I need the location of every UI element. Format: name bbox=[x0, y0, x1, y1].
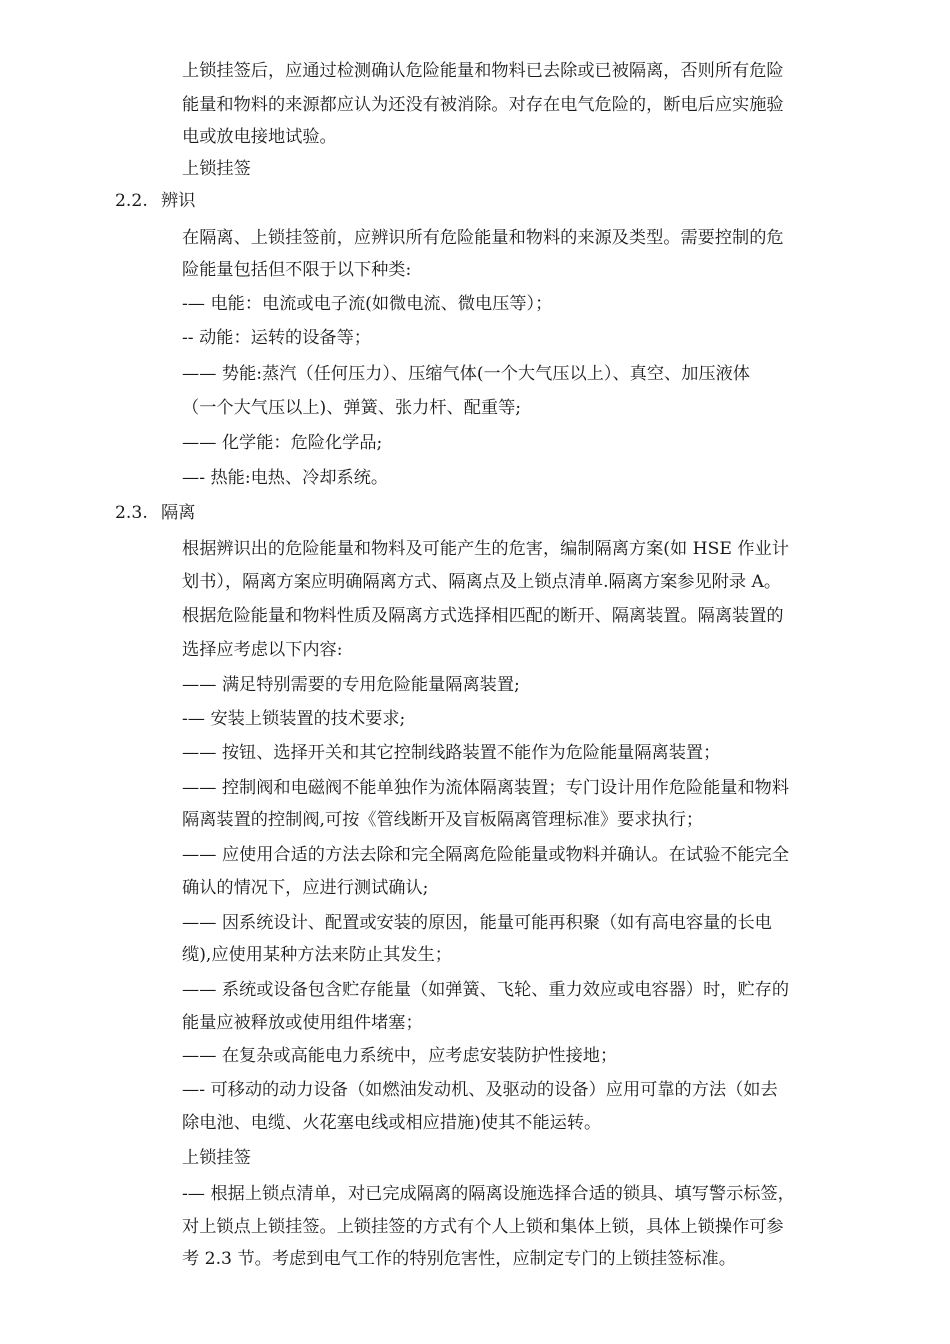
paragraph-line: 在隔离、上锁挂签前，应辨识所有危险能量和物料的来源及类型。需要控制的危 bbox=[182, 228, 784, 248]
list-item: —— 控制阀和电磁阀不能单独作为流体隔离装置；专门设计用作危险能量和物料 bbox=[182, 778, 790, 798]
list-item-continuation: 隔离装置的控制阀,可按《管线断开及盲板隔离管理标准》要求执行； bbox=[182, 810, 704, 830]
list-item: —— 化学能：危险化学品; bbox=[182, 433, 383, 453]
list-item: —— 按钮、选择开关和其它控制线路装置不能作为危险能量隔离装置； bbox=[182, 743, 721, 763]
list-item-continuation: 缆),应使用某种方法来防止其发生； bbox=[182, 945, 452, 965]
list-item-continuation: 确认的情况下，应进行测试确认; bbox=[182, 878, 429, 898]
list-item-continuation: 除电池、电缆、火花塞电线或相应措施)使其不能运转。 bbox=[182, 1113, 602, 1133]
list-item-continuation: 考 2.3 节。考虑到电气工作的特别危害性，应制定专门的上锁挂签标准。 bbox=[182, 1249, 736, 1269]
paragraph-line: 上锁挂签后，应通过检测确认危险能量和物料已去除或已被隔离，否则所有危险 bbox=[182, 61, 784, 81]
subheading: 上锁挂签 bbox=[182, 159, 251, 179]
list-item: —— 在复杂或高能电力系统中，应考虑安装防护性接地； bbox=[182, 1046, 618, 1066]
list-item: -- 动能：运转的设备等； bbox=[182, 328, 371, 348]
paragraph-line: 根据危险能量和物料性质及隔离方式选择相匹配的断开、隔离装置。隔离装置的 bbox=[182, 606, 784, 626]
list-item: —— 应使用合适的方法去除和完全隔离危险能量或物料并确认。在试验不能完全 bbox=[182, 845, 790, 865]
list-item-continuation: （一个大气压以上)、弹簧、张力杆、配重等; bbox=[182, 398, 522, 418]
paragraph-line: 电或放电接地试验。 bbox=[182, 127, 337, 147]
section-number: 2.2. bbox=[115, 191, 148, 211]
list-item: —- 可移动的动力设备（如燃油发动机、及驱动的设备）应用可靠的方法（如去 bbox=[182, 1080, 778, 1100]
paragraph-line: 根据辨识出的危险能量和物料及可能产生的危害，编制隔离方案(如 HSE 作业计 bbox=[182, 539, 789, 559]
section-number: 2.3. bbox=[115, 503, 148, 523]
list-item: —— 满足特别需要的专用危险能量隔离装置; bbox=[182, 675, 520, 695]
paragraph-line: 险能量包括但不限于以下种类: bbox=[182, 260, 412, 280]
section-heading-2-2 bbox=[115, 189, 195, 213]
list-item: -— 安装上锁装置的技术要求; bbox=[182, 709, 406, 729]
list-item: —- 热能:电热、冷却系统。 bbox=[182, 468, 389, 488]
paragraph-line: 选择应考虑以下内容: bbox=[182, 640, 343, 660]
list-item-continuation: 能量应被释放或使用组件堵塞； bbox=[182, 1013, 423, 1033]
list-item: —— 势能:蒸汽（任何压力）、压缩气体(一个大气压以上）、真空、加压液体 bbox=[182, 364, 750, 384]
subheading: 上锁挂签 bbox=[182, 1148, 251, 1168]
section-title: 辨识 bbox=[161, 191, 196, 211]
paragraph-line: 能量和物料的来源都应认为还没有被消除。对存在电气危险的，断电后应实施验 bbox=[182, 95, 784, 115]
list-item: —— 因系统设计、配置或安装的原因，能量可能再积聚（如有高电容量的长电 bbox=[182, 913, 772, 933]
list-item-continuation: 对上锁点上锁挂签。上锁挂签的方式有个人上锁和集体上锁，具体上锁操作可参 bbox=[182, 1217, 784, 1237]
list-item: -— 电能：电流或电子流(如微电流、微电压等）； bbox=[182, 294, 553, 314]
list-item: -— 根据上锁点清单，对已完成隔离的隔离设施选择合适的锁具、填写警示标签， bbox=[182, 1184, 795, 1204]
section-title: 隔离 bbox=[161, 503, 196, 523]
list-item: —— 系统或设备包含贮存能量（如弹簧、飞轮、重力效应或电容器）时，贮存的 bbox=[182, 980, 790, 1000]
section-heading-2-3 bbox=[115, 501, 195, 525]
paragraph-line: 划书），隔离方案应明确隔离方式、隔离点及上锁点清单.隔离方案参见附录 A。 bbox=[182, 572, 782, 592]
